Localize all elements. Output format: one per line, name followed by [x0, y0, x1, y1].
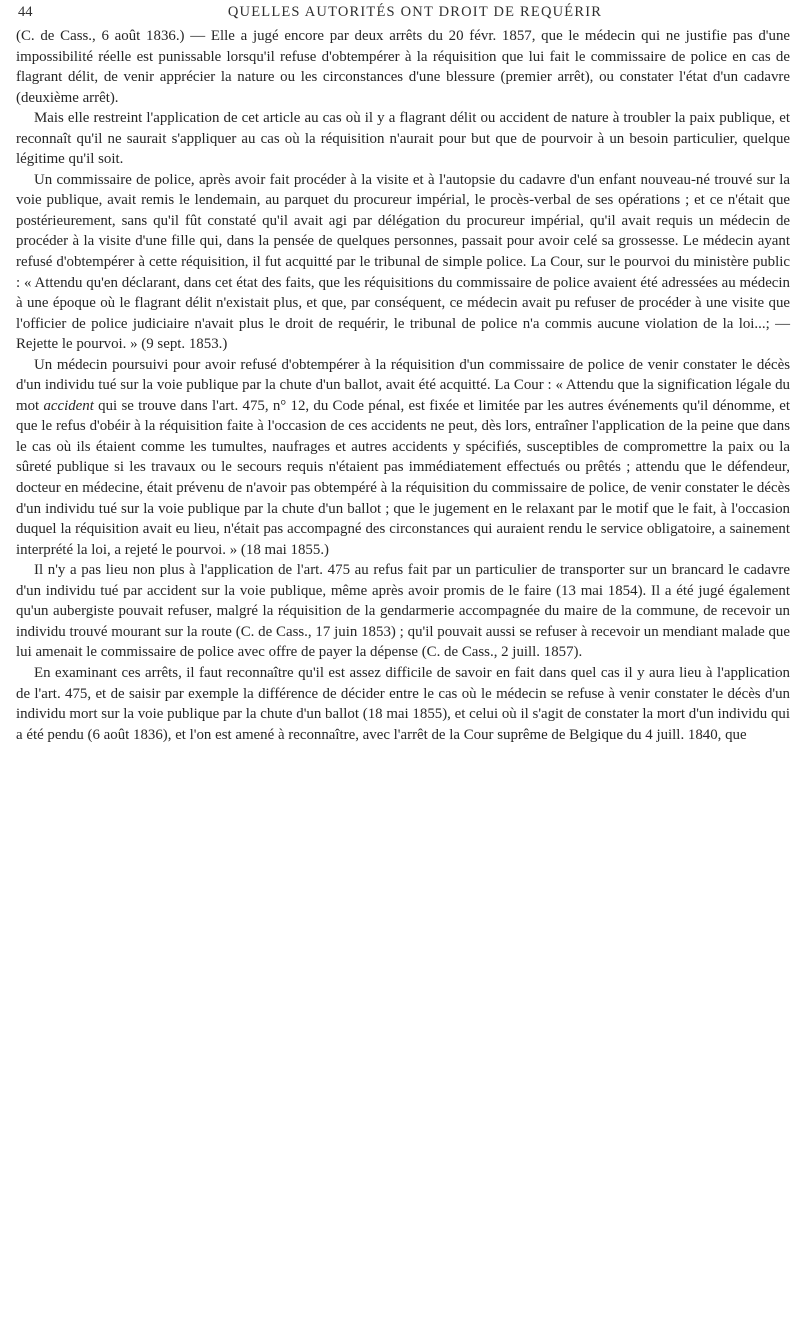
running-title: QUELLES AUTORITÉS ONT DROIT DE REQUÉRIR: [227, 4, 603, 20]
running-header: [16, 4, 790, 26]
paragraph-article-475: Il n'y a pas lieu non plus à l'application de l'art. 475 au refus fait par un particulier de transporter sur un brancard le cadavre d'un individu tué par accident sur la voie publique, même après avoir promis de le faire (13 mai 1854). Il a été jugé également qu'un aubergiste pouvait refuser, malgré la réquisition de la gendarmerie accompagnée du maire de la commune, de recevoir un individu trouvé mourant sur la route (C. de Cass., 17 juin 1853) ; qu'il pouvait aussi se refuser à recevoir un mendiant malade que lui amenait le commissaire de police avec offre de payer la dépense (C. de Cass., 2 juill. 1857).: [16, 562, 790, 661]
paragraph-newborn-case: Un commissaire de police, après avoir fait procéder à la visite et à l'autopsie du cadavre d'un enfant nouveau-né trouvé sur la voie publique, avait remis le lendemain, au parquet du procureur impérial, le procès-verbal de ses opérations ; et ce n'était que postérieurement, sans qu'il fût constaté qu'il avait agi par délégation du procureur impérial, qu'il avait requis un médecin de procéder à la visite d'une fille qui, dans la pensée de quelques personnes, passait pour avoir celé sa grossesse. Le médecin ayant refusé d'obtempérer à cette réquisition, il fut acquitté par le tribunal de simple police. La Cour, sur le pourvoi du ministère public : « Attendu qu'en déclarant, dans cet état des faits, que les réquisitions du commissaire de police avaient été adressées au médecin à une époque où le flagrant délit n'existait plus, et que, par conséquent, ce médecin avait pu refuser de procéder à une visite que l'officier de police judiciaire n'avait plus le droit de requérir, le tribunal de police n'a commis aucune violation de la loi...; — Rejette le pourvoi. » (9 sept. 1853.): [16, 171, 790, 353]
body-text: [16, 26, 790, 745]
page-number: 44: [18, 4, 33, 20]
paragraph-ballot-case: Un médecin poursuivi pour avoir refusé d'obtempérer à la réquisition d'un commissaire de police de venir constater le décès d'un individu tué sur la voie publique par la chute d'un ballot, avait été acquitté. La Cour : « Attendu que la signification légale du mot accident qui se trouve dans l'art. 475, n° 12, du Code pénal, est fixée et limitée par les autres événements qu'il dénomme, et que le refus d'obéir à la réquisition faite à l'occasion de ces accidents ne peut, dès lors, entraîner l'application de la peine que dans le cas où ils étaient comme les tumultes, naufrages et autres accidents y spécifiés, susceptibles de compromettre la paix ou la sûreté publique si les travaux ou le secours requis n'étaient pas immédiatement effectués ou prêtés ; attendu que le défendeur, docteur en médecine, était prévenu de n'avoir pas obtempéré à la réquisition du commissaire de police, de venir constater le décès d'un individu tué sur la voie publique par la chute d'un ballot ; que le jugement en le relaxant par le motif que le fait, à l'occasion duquel la réquisition avait eu lieu, n'était pas accompagné des circonstances qui auraient rendu le service obligatoire, a sainement interprété la loi, a rejeté le pourvoi. » (18 mai 1855.): [16, 356, 790, 558]
paragraph-cassation-rulings: (C. de Cass., 6 août 1836.) — Elle a jugé encore par deux arrêts du 20 févr. 1857, que le médecin qui ne justifie pas d'une impossibilité réelle est punissable lorsqu'il refuse d'obtempérer à la réquisition que lui fait le commissaire de police en cas de flagrant délit, de venir apprécier la nature ou les circonstances d'une blessure (premier arrêt), ou constater l'état d'un cadavre (deuxième arrêt).: [16, 28, 790, 106]
paragraph-restriction: Mais elle restreint l'application de cet article au cas où il y a flagrant délit ou accident de nature à troubler la paix publique, et reconnaît qu'il ne saurait s'appliquer au cas où la réquisition n'aurait pour but que de pourvoir à un besoin particulier, quelque légitime qu'il soit.: [16, 110, 790, 168]
italic-term: accident: [43, 397, 94, 414]
paragraph-examination: En examinant ces arrêts, il faut reconnaître qu'il est assez difficile de savoir en fait dans quel cas il y aura lieu à l'application de l'art. 475, et de saisir par exemple la différence de décider entre le cas où le médecin se refuse à venir constater le décès d'un individu mort sur la voie publique par la chute d'un ballot (18 mai 1855), et celui où il s'agit de constater la mort d'un individu qui a été pendu (6 août 1836), et l'on est amené à reconnaître, avec l'arrêt de la Cour suprême de Belgique du 4 juill. 1840, que: [16, 664, 790, 743]
